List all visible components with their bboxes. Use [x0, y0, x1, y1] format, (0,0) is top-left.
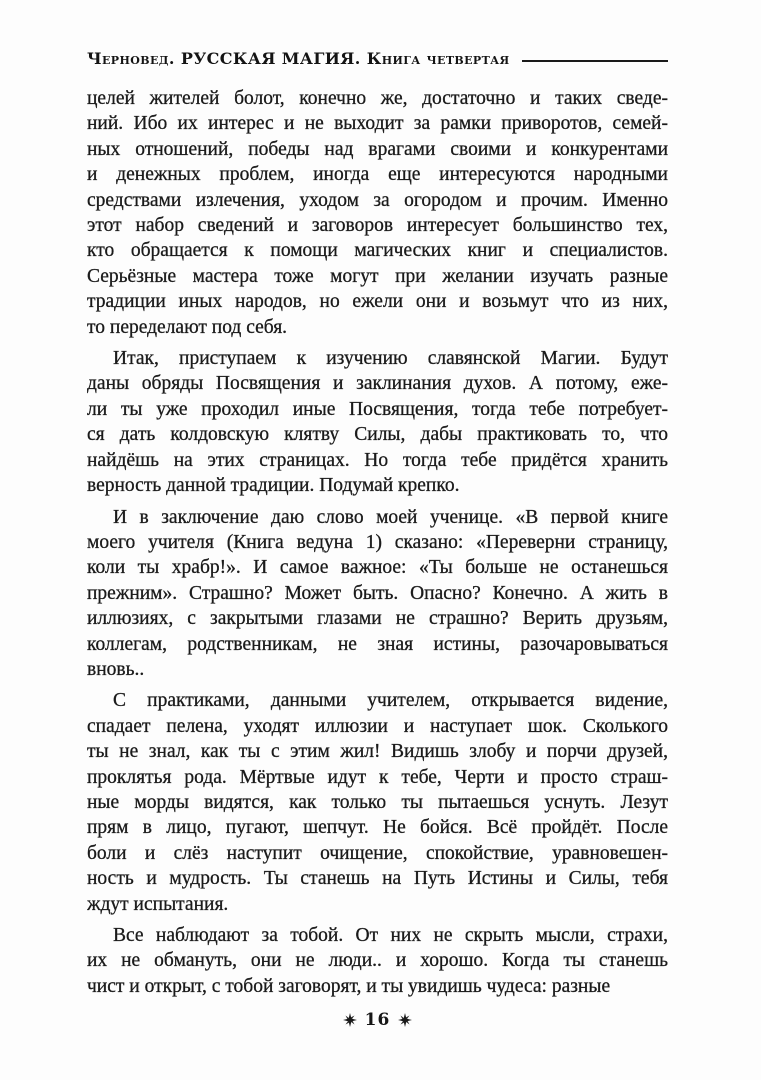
text-line: боли и слёз наступит очищение, спокойствие, уравновешен- [87, 842, 668, 864]
text-line: прям в лицо, пугают, шепчут. Не бойся. Всё пройдёт. После [87, 817, 668, 839]
text-line: иллюзиях, с закрытыми глазами не страшно? Верить друзьям, [87, 608, 668, 630]
page-footer [87, 1010, 668, 1030]
text-line: С практиками, данными учителем, открывается видение, [113, 690, 668, 712]
text-line: Все наблюдают за тобой. От них не скрыть мысли, страхи, [113, 925, 668, 946]
text-line: традиции иных народов, но ежели они и возьмут что из них, [87, 291, 668, 313]
text-line: ные морды видятся, как только ты пытаешься уснуть. Лезут [87, 791, 668, 813]
text-line: чист и открыт, с тобой заговорят, и ты увидишь чудеса: разные [87, 975, 611, 997]
page-number: 16 [364, 1010, 391, 1030]
text-line: целей жителей болот, конечно же, достаточно и таких сведе- [87, 88, 668, 109]
paragraph [87, 86, 668, 340]
floral-ornament-icon [343, 1013, 357, 1027]
paragraph [87, 346, 668, 498]
text-line: их не обмануть, они не люди.. и хорошо. Когда ты станешь [87, 950, 668, 972]
text-line: ных отношений, победы над врагами своими и конкурентами [87, 138, 668, 160]
text-line: Итак, приступаем к изучению славянской Магии. Будут [113, 348, 668, 370]
text-line: верность данной традиции. Подумай крепко. [87, 475, 460, 497]
running-head-title: Черновед. РУССКАЯ МАГИЯ. Книга четвертая [87, 49, 510, 68]
text-line: даны обряды Посвящения и заклинания духов. А потому, еже- [87, 373, 668, 395]
text-line: моего учителя (Книга ведуна 1) сказано: «Переверни страницу, [87, 531, 668, 553]
text-line: средствами излечения, уходом за огородом и прочим. Именно [87, 189, 668, 211]
text-line: то переделают под себя. [87, 316, 288, 338]
paragraph [87, 923, 668, 999]
paragraph [87, 688, 668, 917]
text-line: Серьёзные мастера тоже могут при желании изучать разные [87, 265, 668, 287]
text-line: ность и мудрость. Ты станешь на Путь Истины и Силы, тебя [87, 868, 668, 890]
text-line: и денежных проблем, иногда еще интересуются народными [87, 164, 668, 186]
running-head [87, 49, 668, 68]
text-line: этот набор сведений и заговоров интересует большинство тех, [87, 215, 668, 237]
text-line: ли ты уже проходил иные Посвящения, тогда тебе потребует- [87, 398, 668, 420]
paragraph [87, 505, 668, 683]
text-line: коллегам, родственникам, не зная истины, разочаровываться [87, 633, 668, 655]
text-line: ты не знал, как ты с этим жил! Видишь злобу и порчи друзей, [87, 741, 668, 763]
floral-ornament-icon [398, 1013, 412, 1027]
text-line: прежним». Страшно? Может быть. Опасно? Конечно. А жить в [87, 582, 668, 604]
text-line: кто обращается к помощи магических книг и специалистов. [87, 240, 668, 262]
text-line: И в заключение даю слово моей ученице. «В первой книге [113, 506, 668, 528]
text-line: коли ты храбр!». И самое важное: «Ты больше не останешься [87, 557, 668, 579]
header-rule [522, 60, 668, 62]
text-line: ся дать колдовскую клятву Силы, дабы практиковать то, что [87, 424, 668, 446]
text-line: вновь.. [87, 658, 145, 680]
text-line: проклятья рода. Мёртвые идут к тебе, Черти и просто страш- [87, 766, 668, 788]
text-line: спадает пелена, уходят иллюзии и наступает шок. Сколького [87, 715, 668, 737]
text-line: найдёшь на этих страницах. Но тогда тебе придётся хранить [87, 449, 668, 471]
text-line: ний. Ибо их интерес и не выходит за рамки приворотов, семей- [87, 113, 668, 135]
text-block [87, 86, 668, 1005]
text-line: ждут испытания. [87, 893, 229, 915]
